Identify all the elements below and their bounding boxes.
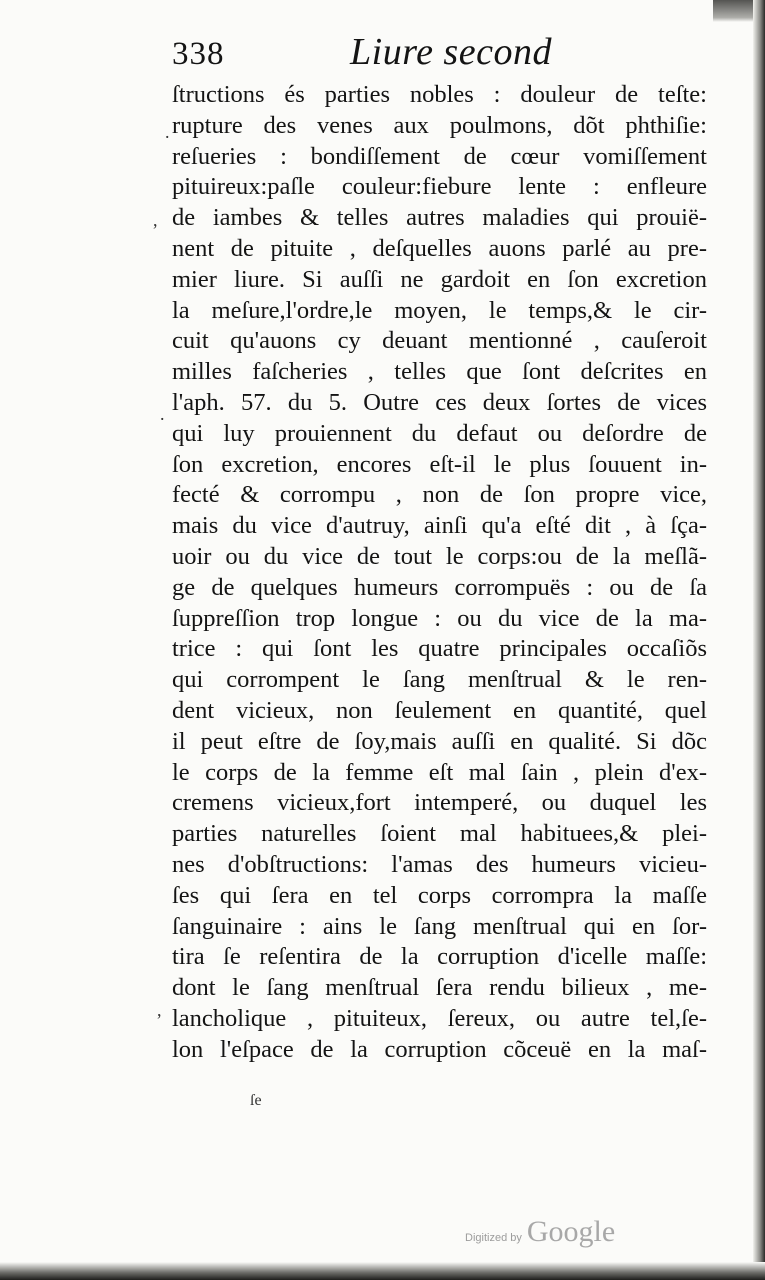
running-head: Liure second: [350, 31, 552, 73]
text-line: nent de pituite , deſquelles auons parlé au pre-: [172, 234, 707, 262]
watermark-prefix: Digitized by: [465, 1232, 522, 1244]
text-line: de iambes & telles autres maladies qui prouië-: [172, 204, 707, 232]
text-line: ſuppreſſion trop longue : ou du vice de la ma-: [172, 604, 707, 632]
scan-shadow-top: [713, 0, 753, 22]
text-line: uoir ou du vice de tout le corps:ou de la meſlã-: [172, 542, 707, 570]
margin-mark: .: [165, 122, 170, 142]
text-line: mier liure. Si auſſi ne gardoit en ſon excretion: [172, 265, 707, 293]
text-line: il peut eſtre de ſoy,mais auſſi en qualité. Si dõc: [172, 727, 707, 755]
text-line: dent vicieux, non ſeulement en quantité, quel: [172, 696, 707, 724]
text-line: ge de quelques humeurs corrompuës : ou de ſa: [172, 573, 707, 601]
margin-mark: .: [160, 404, 165, 424]
text-line: ſtructions és parties nobles : douleur de teſte:: [172, 81, 707, 108]
text-line: lon l'eſpace de la corruption cõceuë en la maſ-: [172, 1035, 707, 1063]
text-line: qui luy prouiennent du defaut ou deſordre de: [172, 419, 707, 447]
page-edge-bottom: [0, 1262, 765, 1280]
catchword: ſe: [250, 1092, 262, 1109]
text-line: nes d'obſtructions: l'amas des humeurs vicieu-: [172, 850, 707, 878]
text-line: ſes qui ſera en tel corps corrompra la maſſe: [172, 881, 707, 909]
text-line: rupture des venes aux poulmons, dõt phthiſie:: [172, 111, 707, 139]
text-line: ſon excretion, encores eſt-il le plus ſouuent in-: [172, 450, 707, 478]
google-logo: Google: [526, 1215, 616, 1248]
margin-mark: ,: [153, 210, 158, 230]
page-number: 338: [172, 36, 225, 72]
text-line: fecté & corrompu , non de ſon propre vice,: [172, 481, 707, 509]
text-line: trice : qui ſont les quatre principales occaſiõs: [172, 635, 707, 663]
text-line: cuit qu'auons cy deuant mentionné , cauſeroit: [172, 327, 707, 355]
page-header: [172, 30, 692, 80]
text-line: milles faſcheries , telles que ſont deſcrites en: [172, 358, 707, 386]
text-line: pituireux:paſle couleur:fiebure lente : enfleure: [172, 173, 707, 201]
text-line: reſueries : bondiſſement de cœur vomiſſement: [172, 142, 707, 170]
page-edge-right: [753, 0, 765, 1280]
text-line: parties naturelles ſoient mal habituees,& plei-: [172, 820, 707, 848]
text-line: mais du vice d'autruy, ainſi qu'a eſté dit , à ſça-: [172, 512, 707, 540]
text-line: le corps de la femme eſt mal ſain , plein d'ex-: [172, 758, 707, 786]
digitization-watermark: [465, 1215, 615, 1255]
margin-mark: ,: [157, 1000, 162, 1020]
text-line: dont le ſang menſtrual ſera rendu bilieux , me-: [172, 974, 707, 1002]
text-line: cremens vicieux,fort intemperé, ou duquel les: [172, 789, 707, 817]
body-text: [172, 80, 707, 1066]
text-line: la meſure,l'ordre,le moyen, le temps,& le cir-: [172, 296, 707, 324]
text-line: l'aph. 57. du 5. Outre ces deux ſortes de vices: [172, 388, 707, 416]
text-line: tira ſe reſentira de la corruption d'icelle maſſe:: [172, 943, 707, 971]
text-line: lancholique , pituiteux, ſereux, ou autre tel,ſe-: [172, 1004, 707, 1032]
text-line: ſanguinaire : ains le ſang menſtrual qui en ſor-: [172, 912, 707, 940]
text-line: qui corrompent le ſang menſtrual & le ren-: [172, 666, 707, 694]
